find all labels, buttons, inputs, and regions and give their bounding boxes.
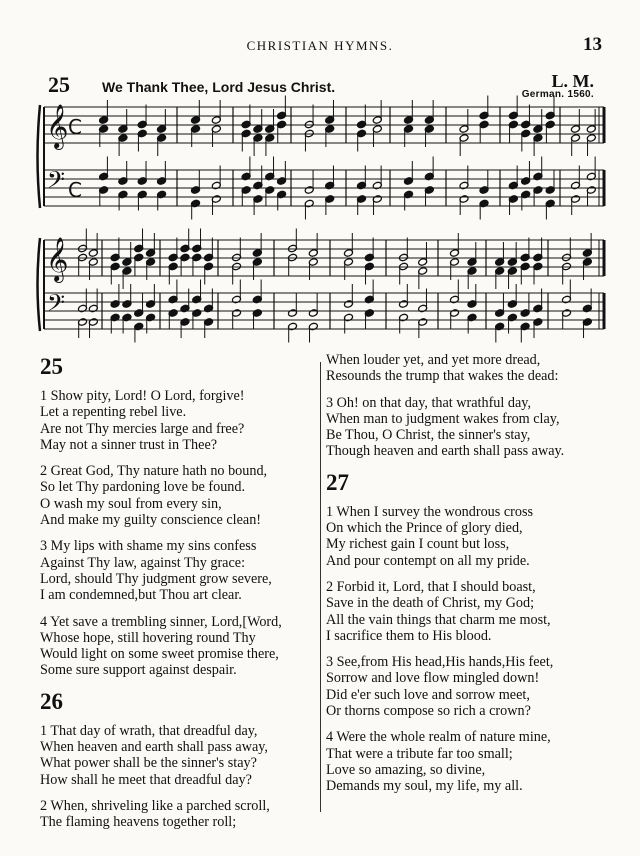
running-title: CHRISTIAN HYMNS. [246, 38, 394, 53]
stanza [40, 798, 318, 831]
treble-clef: 𝄞 [46, 237, 69, 281]
verse-line: 1 When I survey the wondrous cross [326, 503, 533, 520]
treble-clef: 𝄞 [46, 104, 69, 148]
stanza [326, 352, 616, 385]
stanza [326, 395, 616, 460]
verse-line: When man to judgment wakes from clay, [326, 410, 560, 427]
verse-line: 1 That day of wrath, that dreadful day, [40, 722, 258, 739]
stanza [40, 538, 318, 603]
verse-line: I am condemned,but Thou art clear. [40, 587, 242, 604]
time-signature: C [68, 115, 82, 139]
system-brace [38, 105, 41, 208]
stanza [40, 463, 318, 528]
page-number: 13 [583, 34, 602, 55]
verse-line: Did e'er such love and sorrow meet, [326, 686, 530, 703]
verse-line: My richest gain I count but loss, [326, 536, 510, 553]
verse-line: All the vain things that charm me most, [326, 611, 551, 628]
verse-line: That were a tribute far too small; [326, 745, 513, 762]
tune-number: 25 [48, 72, 70, 97]
verse-line: Love so amazing, so divine, [326, 761, 486, 778]
verse-line: On which the Prince of glory died, [326, 520, 523, 537]
verse-line: Resounds the trump that wakes the dead: [326, 368, 559, 385]
tune-title: We Thank Thee, Lord Jesus Christ. [102, 79, 336, 95]
verse-line: I sacrifice them to His blood. [326, 627, 492, 644]
bass-clef: 𝄢 [47, 289, 66, 322]
verse-line: Some sure support against despair. [40, 662, 237, 679]
verse-line: And make my guilty conscience clean! [40, 512, 262, 529]
tune-source: German. 1560. [521, 89, 594, 100]
stanza [326, 579, 616, 644]
verse-line: So let Thy pardoning love be found. [40, 479, 246, 496]
verse-line: 3 Oh! on that day, that wrathful day, [326, 394, 532, 411]
verse-line: May not a sinner trust in Thee? [40, 436, 218, 453]
stanza [326, 504, 616, 569]
verse-line: And pour contempt on all my pride. [326, 552, 530, 569]
verse-line: 3 My lips with shame my sins confess [40, 538, 257, 555]
verse-line: 4 Were the whole realm of nature mine, [326, 729, 551, 746]
stanza [326, 729, 616, 794]
verse-line: 2 Forbid it, Lord, that I should boast, [326, 578, 536, 595]
verse-line: 2 Great God, Thy nature hath no bound, [40, 463, 268, 480]
verse-line: 4 Yet save a trembling sinner, Lord,[Word, [40, 613, 282, 630]
stanza [40, 388, 318, 453]
stanza [40, 723, 318, 788]
verse-line: 3 See,from His head,His hands,His feet, [326, 654, 554, 671]
verse-line: What power shall be the sinner's stay? [40, 755, 257, 772]
verse-line: 1 Show pity, Lord! O Lord, forgive! [40, 388, 245, 404]
right-text-column [326, 352, 616, 805]
bass-clef: 𝄢 [47, 166, 66, 199]
left-text-column [40, 352, 318, 841]
verse-line: Are not Thy mercies large and free? [40, 420, 245, 437]
hymn-number: 26 [40, 688, 63, 714]
music-score [0, 0, 640, 345]
verse-line: Be Thou, O Christ, the sinner's stay, [326, 427, 531, 444]
hymn-number: 27 [326, 469, 349, 495]
verse-line: Save in the death of Christ, my God; [326, 595, 535, 612]
verse-line: Sorrow and love flow mingled down! [326, 670, 540, 687]
time-signature: C [68, 178, 82, 202]
verse-line: Though heaven and earth shall pass away. [326, 443, 565, 460]
verse-line: Demands my soul, my life, my all. [326, 778, 523, 795]
verse-line: Would light on some sweet promise there, [40, 646, 279, 663]
tune-meter: L. M. [551, 71, 594, 91]
verse-line: When heaven and earth shall pass away, [40, 739, 268, 756]
verse-line: 2 When, shriveling like a parched scroll, [40, 797, 270, 814]
verse-line: The flaming heavens together roll; [40, 814, 237, 831]
verse-line: Let a repenting rebel live. [40, 404, 187, 421]
verse-line: O wash my soul from every sin, [40, 495, 222, 512]
verse-line: Or thorns compose so rich a crown? [326, 703, 531, 720]
verse-line: Lord, should Thy judgment grow severe, [40, 570, 272, 587]
verse-line: When louder yet, and yet more dread, [326, 352, 541, 368]
stanza [326, 654, 616, 719]
stanza [40, 614, 318, 679]
system-brace [38, 238, 41, 331]
verse-line: Whose hope, still hovering round Thy [40, 629, 256, 646]
verse-line: How shall he meet that dreadful day? [40, 771, 252, 788]
hymn-number: 25 [40, 354, 63, 379]
verse-line: Against Thy law, against Thy grace: [40, 554, 246, 571]
column-divider [320, 362, 321, 812]
